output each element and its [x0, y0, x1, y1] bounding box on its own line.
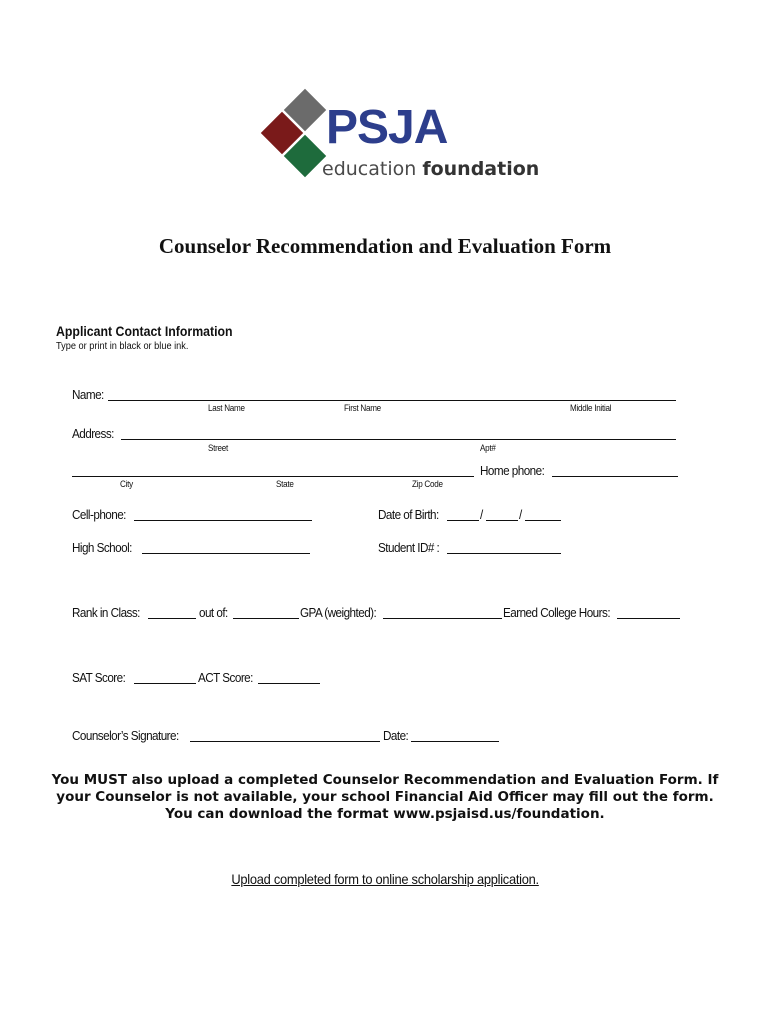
dob-month-field[interactable] — [447, 520, 479, 521]
date-label: Date: — [383, 728, 409, 743]
section-heading: Applicant Contact Information — [56, 323, 233, 339]
address-label: Address: — [72, 426, 114, 441]
out-of-label: out of: — [199, 605, 228, 620]
earned-hours-field[interactable] — [617, 618, 680, 619]
first-name-caption: First Name — [344, 403, 381, 413]
city-state-zip-field[interactable] — [72, 476, 474, 477]
home-phone-field[interactable] — [552, 476, 678, 477]
apt-caption: Apt# — [480, 443, 496, 453]
cell-phone-label: Cell-phone: — [72, 507, 126, 522]
name-field[interactable] — [108, 400, 676, 401]
act-label: ACT Score: — [198, 670, 253, 685]
student-id-label: Student ID# : — [378, 540, 440, 555]
upload-instruction: Upload completed form to online scholarship application. — [231, 871, 539, 887]
dob-separator: / — [480, 507, 483, 522]
gpa-label: GPA (weighted): — [300, 605, 377, 620]
zip-caption: Zip Code — [412, 479, 443, 489]
upload-notice: You MUST also upload a completed Counselor Recommendation and Evaluation Form. If your Counselor is not available, your school Financial Aid Officer may fill out the form. You can download the format www.psjaisd.us/foundation. — [51, 772, 719, 822]
class-size-field[interactable] — [233, 618, 299, 619]
address-field[interactable] — [121, 439, 676, 440]
street-caption: Street — [208, 443, 228, 453]
signature-label: Counselor’s Signature: — [72, 728, 179, 743]
signature-field[interactable] — [190, 741, 380, 742]
logo-wordmark: PSJA — [326, 101, 448, 154]
city-caption: City — [120, 479, 133, 489]
middle-initial-caption: Middle Initial — [570, 403, 612, 413]
date-field[interactable] — [411, 741, 499, 742]
last-name-caption: Last Name — [208, 403, 245, 413]
section-instruction: Type or print in black or blue ink. — [56, 341, 189, 352]
high-school-field[interactable] — [142, 553, 310, 554]
page-title: Counselor Recommendation and Evaluation Form — [158, 234, 612, 258]
dob-separator: / — [519, 507, 522, 522]
gpa-field[interactable] — [383, 618, 502, 619]
earned-hours-label: Earned College Hours: — [503, 605, 611, 620]
rank-label: Rank in Class: — [72, 605, 140, 620]
high-school-label: High School: — [72, 540, 132, 555]
dob-label: Date of Birth: — [378, 507, 439, 522]
state-caption: State — [276, 479, 294, 489]
sat-label: SAT Score: — [72, 670, 126, 685]
rank-field[interactable] — [148, 618, 196, 619]
name-label: Name: — [72, 387, 104, 402]
cell-phone-field[interactable] — [134, 520, 312, 521]
dob-day-field[interactable] — [486, 520, 518, 521]
act-field[interactable] — [258, 683, 320, 684]
dob-year-field[interactable] — [525, 520, 561, 521]
home-phone-label: Home phone: — [480, 463, 545, 478]
student-id-field[interactable] — [447, 553, 561, 554]
sat-field[interactable] — [134, 683, 196, 684]
logo-tagline: education foundation — [322, 158, 540, 180]
